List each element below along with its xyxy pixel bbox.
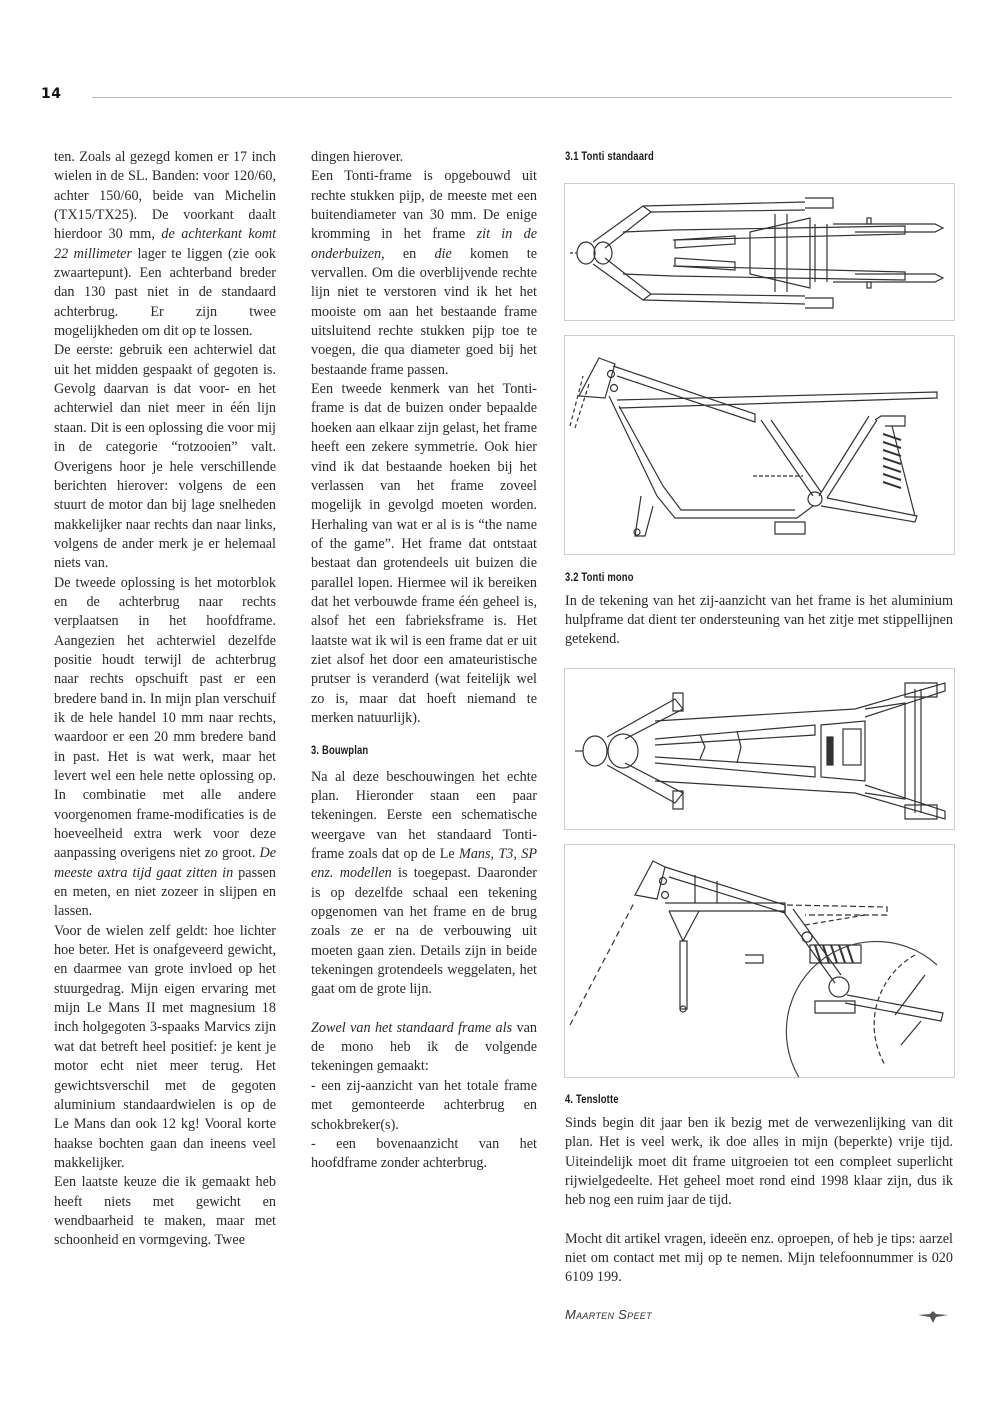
text: ten. Zoals al gezegd komen er 17 inch wielen in de SL. Banden: voor 120/60, achter 150/60, beide van Michelin (TX15/TX25). De voorkant daalt hierdoor 30 mm, [54,149,276,243]
italic-text: Zowel van het standaard frame als [311,1019,513,1036]
paragraph: Sinds begin dit jaar ben ik bezig met de verwezenlijking van dit plan. Het is veel werk, ik doe alles in mijn (beperkte) vrije tijd. Uiteindelijk moet dit frame uitgroeien tot een compleet superlicht rijwielgedeelte. Het geheel moet rond eind 1998 klaar zijn, dus ik heb nog een ruim jaar de tijd. [565,1115,953,1209]
italic-text: Mans, T3, SP enz. modellen [311,846,538,882]
text: Een Tonti-frame is opgebouwd uit rechte stukken pijp, de meeste met een buitendiameter van 30 mm. De enige kromming in het frame [311,168,537,243]
column-3 [565,148,953,1324]
figure-heading-tonti-standaard: 3.1 Tonti standaard [565,151,654,163]
header-rule [92,97,952,98]
paragraph: Een laatste keuze die ik gemaakt heb heeft niets met gewicht en wendbaarheid te maken, maar met schoonheid en vormgeving. Twee [54,1174,276,1249]
paragraph: Een tweede kenmerk van het Tonti-frame is dat de buizen onder bepaalde hoeken aan elkaar zijn gelast, het frame heeft een zekere symmetrie. Ook hier vind ik dat bestaande hoeken bij het verlassen van het frame zoveel mogelijk in gevolgd moeten worden. Herhaling van wat er al is is “the name of the game”. Het frame dat ontstaat bestaat dan grotendeels uit buizen die parallel lopen. Hiermee wil ik bereiken dat het verbouwde frame één geheel is, alsof het een fabrieksframe is. Het laatste wat ik wil is een frame dat er uit ziet alsof het door een amateuristische prutser is veranderd (wat feitelijk wel zo is, maar dat hoeft niemand te merken natuurlijk). [311,381,537,726]
figure-heading-tonti-mono: 3.2 Tonti mono [565,572,634,585]
list-item: - een bovenaanzicht van het hoofdframe zonder achterbrug. [311,1135,537,1172]
text: , en [381,245,417,262]
tonti-standard-top-view-drawing [564,183,955,321]
section-heading-tenslotte: 4. Tenslotte [565,1093,619,1106]
italic-text: die [434,245,452,262]
list-item: - een zij-aanzicht van het totale frame met gemonteerde achterbrug en schokbreker(s). [311,1077,537,1133]
paragraph: Voor de wielen zelf geldt: hoe lichter hoe beter. Het is onafgeveerd gewicht, en daarmee van grote invloed op het stuurgedrag. Mijn eigen ervaring met mijn Le Mans II met magnesium 18 inch holgegoten 3-spaaks Marvics zijn wat dat betreft heel positief: je kent je motor echt niet meer terug. Het gewichtsverschil met de gegoten aluminium standaardwielen is op de Le Mans dan ook 12 kg! Vooral korte haakse bochten gaan dan ineens veel makkelijker. [54,922,276,1171]
italic-text: zit in de onderbuizen [311,226,537,262]
text: Na al deze beschouwingen het echte plan. Hieronder staan een paar tekeningen. Eerste een schematische weergave van het standaard Tonti-frame zoals dat op de Le [311,768,537,863]
paragraph [311,768,537,1000]
column-1 [54,148,276,1251]
tonti-mono-top-view-drawing [564,668,955,830]
paragraph: De eerste: gebruik een achterwiel dat uit het midden gespaakt of gegoten is. Gevolg daarvan is dat voor- en het achterwiel dan niet meer in één lijn staan. Dit is een oplossing die voor mij in de categorie “rotzooien” valt. Overigens hoor je hele verschillende berichten hierover: volgens de een stuurt de motor dan bij lage snelheden makkelijker naar rechts dan naar links, volgens de ander merk je er helemaal niets van. [54,342,276,572]
text: is toegepast. Daaronder is op dezelfde schaal een tekening opgenomen van het frame en de brug zoals ze er na de verbouwing uit moeten gaan zien. Details zijn in beide tekeningen grotendeels weggelaten, het gaat om de grote lijn. [311,865,537,998]
text: komen te vervallen. Om die overblijvende rechte lijn niet te verstoren vind ik het het mooiste om aan het bestaande frame uitsluitend rechte stukken pijp toe te voegen, die qua diameter goed bij het bestaande frame passen. [311,245,537,378]
section-heading-bouwplan: 3. Bouwplan [311,745,369,758]
page-number: 14 [41,86,62,102]
tonti-standard-side-view-drawing [564,335,955,555]
text: De tweede oplossing is het motorblok en de achterbrug naar rechts verplaatsen in het hoofdframe. Aangezien het achterwiel dezelfde positie houdt terwijl de achterbrug naar rechts opschuift past er een bredere band in. In mijn plan verschuif ik de hele handel 10 mm naar rechts, waardoor er een 20 mm bredere band in past. Het is wat werk, maar het levert wel een hele nette oplossing op. In combinatie met alle andere voorgenomen frame-modificaties is de hoeveelheid extra werk voor deze aanpassing overigens niet zo groot. [54,574,276,862]
italic-text: De meeste axtra tijd gaat zitten in [54,845,276,881]
paragraph [54,574,276,922]
text: van de mono heb ik de volgende tekeningen gemaakt: [311,1019,537,1075]
paragraph: dingen hierover. [311,149,404,165]
author-signature: Maarten Speet [565,1306,652,1322]
column-2 [311,148,537,1174]
italic-text: de achterkant komt 22 millimeter [54,226,277,262]
figure-caption: In de tekening van het zij-aanzicht van het frame is het aluminium hulpframe dat dient ter ondersteuning van het zitje met stippellijnen getekend. [565,592,953,648]
eagle-logo-icon [918,1310,948,1329]
paragraph [311,167,537,380]
text: lager te liggen (zie ook zwaartepunt). Een achterband breder dan 130 past niet in de standaard achterbrug. Er zijn twee mogelijkheden om dit op te lossen. [54,245,276,340]
tonti-mono-side-view-drawing [564,844,955,1078]
text: passen en meten, en niet zozeer in slijpen en lassen. [54,864,276,920]
paragraph [54,148,276,341]
paragraph: Mocht dit artikel vragen, ideeën enz. oproepen, of heb je tips: aarzel niet om contact met mij op te nemen. Mijn telefoonnummer is 020 6109 199. [565,1230,953,1286]
paragraph [311,1019,537,1077]
